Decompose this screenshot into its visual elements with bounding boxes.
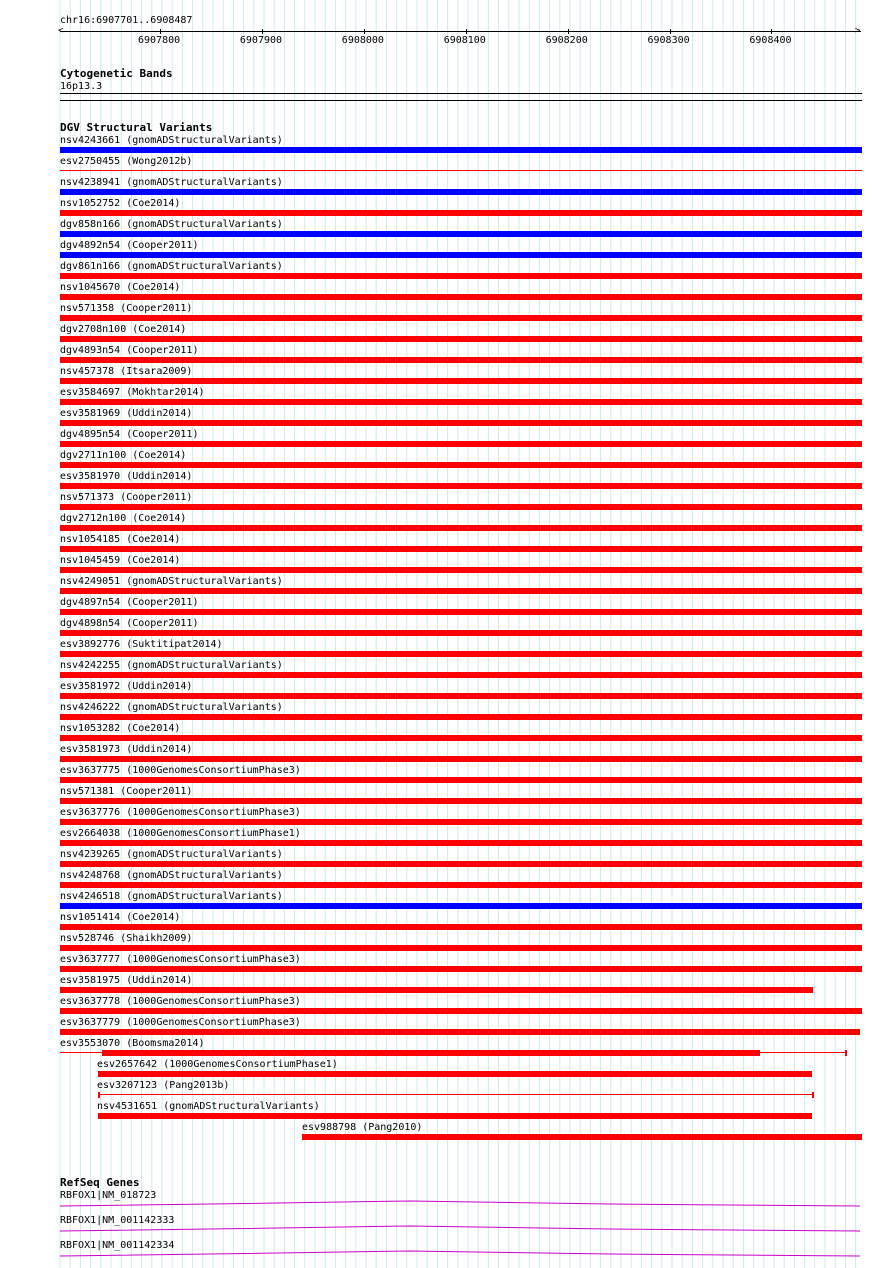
dgv-variant-label[interactable]: nsv571373 (Cooper2011) [60,492,193,503]
dgv-variant-label[interactable]: esv3637777 (1000GenomesConsortiumPhase3) [60,954,301,965]
ruler-tick [771,29,772,34]
ruler-left-arrow[interactable]: < [58,26,64,36]
dgv-variant-bar[interactable] [98,1094,812,1095]
dgv-variant-bar[interactable] [60,966,862,972]
dgv-variant-label[interactable]: nsv528746 (Shaikh2009) [60,933,193,944]
dgv-variant-bar[interactable] [60,1008,862,1014]
dgv-variant-bar[interactable] [60,231,862,237]
dgv-variant-label[interactable]: dgv858n166 (gnomADStructuralVariants) [60,219,283,230]
dgv-variant-label[interactable]: esv3207123 (Pang2013b) [97,1080,230,1091]
dgv-variant-label[interactable]: nsv4246222 (gnomADStructuralVariants) [60,702,283,713]
dgv-variant-bar[interactable] [60,336,862,342]
dgv-variant-bar[interactable] [60,504,862,510]
dgv-variant-bar[interactable] [60,252,862,258]
dgv-variant-label[interactable]: dgv2708n100 (Coe2014) [60,324,187,335]
dgv-variant-label[interactable]: nsv1045670 (Coe2014) [60,282,181,293]
dgv-variant-label[interactable]: dgv861n166 (gnomADStructuralVariants) [60,261,283,272]
dgv-variant-label[interactable]: nsv1051414 (Coe2014) [60,912,181,923]
dgv-variant-label[interactable]: esv3581975 (Uddin2014) [60,975,193,986]
dgv-variant-bar[interactable] [60,210,862,216]
ruler-tick [568,29,569,34]
ruler-tick [466,29,467,34]
location-label: chr16:6907701..6908487 [60,15,193,26]
dgv-variant-bar[interactable] [60,357,862,363]
dgv-variant-label[interactable]: dgv4895n54 (Cooper2011) [60,429,199,440]
dgv-variant-label[interactable]: nsv4242255 (gnomADStructuralVariants) [60,660,283,671]
dgv-variant-label[interactable]: dgv4898n54 (Cooper2011) [60,618,199,629]
dgv-track-title[interactable]: DGV Structural Variants [60,121,213,134]
dgv-variant-label[interactable]: nsv571358 (Cooper2011) [60,303,193,314]
dgv-variant-label[interactable]: esv2664038 (1000GenomesConsortiumPhase1) [60,828,301,839]
dgv-variant-bar[interactable] [60,924,862,930]
dgv-variant-bar[interactable] [60,273,862,279]
dgv-variant-bar[interactable] [60,189,862,195]
dgv-variant-bar[interactable] [60,1029,860,1035]
ruler-tick-label: 6908000 [341,35,384,46]
dgv-variant-bar[interactable] [60,672,862,678]
dgv-variant-label[interactable]: esv3637776 (1000GenomesConsortiumPhase3) [60,807,301,818]
dgv-variant-label[interactable]: esv3892776 (Suktitipat2014) [60,639,223,650]
dgv-variant-label[interactable]: esv988798 (Pang2010) [302,1122,423,1133]
dgv-variant-label[interactable]: esv3637778 (1000GenomesConsortiumPhase3) [60,996,301,1007]
dgv-variant-label[interactable]: nsv4238941 (gnomADStructuralVariants) [60,177,283,188]
dgv-variant-bar[interactable] [60,441,862,447]
dgv-variant-label[interactable]: esv2750455 (Wong2012b) [60,156,193,167]
ruler-tick [364,29,365,34]
refseq-gene-label[interactable]: RBFOX1|NM_001142333 [60,1215,175,1226]
dgv-variant-label[interactable]: nsv457378 (Itsara2009) [60,366,193,377]
dgv-variant-bar[interactable] [60,483,862,489]
dgv-variant-bar[interactable] [60,945,862,951]
refseq-track-title[interactable]: RefSeq Genes [60,1176,140,1189]
dgv-variant-bar[interactable] [60,294,862,300]
dgv-variant-bar[interactable] [60,756,862,762]
ruler-tick [262,29,263,34]
dgv-variant-bar[interactable] [60,777,862,783]
dgv-variant-label[interactable]: nsv4243661 (gnomADStructuralVariants) [60,135,283,146]
refseq-gene-intron-line[interactable] [0,1196,890,1208]
dgv-variant-bar[interactable] [60,546,862,552]
dgv-variant-label[interactable]: nsv1054185 (Coe2014) [60,534,181,545]
dgv-variant-bar[interactable] [60,420,862,426]
cytoband-track-title[interactable]: Cytogenetic Bands [60,67,173,80]
refseq-gene-label[interactable]: RBFOX1|NM_018723 [60,1190,157,1201]
dgv-variant-bar[interactable] [60,147,862,153]
dgv-variant-label[interactable]: nsv4248768 (gnomADStructuralVariants) [60,870,283,881]
dgv-variant-bar[interactable] [60,462,862,468]
dgv-variant-label[interactable]: nsv4531651 (gnomADStructuralVariants) [97,1101,320,1112]
dgv-variant-label[interactable]: esv3581970 (Uddin2014) [60,471,193,482]
ruler-axis [60,31,861,32]
dgv-variant-bar[interactable] [60,819,862,825]
dgv-variant-label[interactable]: nsv1045459 (Coe2014) [60,555,181,566]
ruler-right-arrow[interactable]: > [855,26,861,36]
dgv-variant-label[interactable]: esv3584697 (Mokhtar2014) [60,387,205,398]
ruler-tick-label: 6908300 [647,35,690,46]
dgv-variant-bar-cap [845,1050,847,1056]
dgv-variant-label[interactable]: esv3581973 (Uddin2014) [60,744,193,755]
cytoband-bar-bottom [60,100,862,101]
dgv-variant-bar[interactable] [60,903,862,909]
dgv-variant-bar-cap [98,1092,100,1098]
dgv-variant-bar[interactable] [60,714,862,720]
dgv-variant-label[interactable]: dgv4892n54 (Cooper2011) [60,240,199,251]
dgv-variant-bar[interactable] [60,609,862,615]
dgv-variant-bar[interactable] [60,525,862,531]
ruler-tick-label: 6907900 [239,35,283,46]
dgv-variant-bar[interactable] [98,1113,812,1119]
dgv-variant-bar[interactable] [60,567,862,573]
cytoband-bar-top [60,93,862,94]
dgv-variant-bar[interactable] [60,315,862,321]
dgv-variant-bar[interactable] [60,378,862,384]
ruler-tick [160,29,161,34]
dgv-variant-label[interactable]: dgv4897n54 (Cooper2011) [60,597,199,608]
dgv-variant-bar-cap [812,1092,814,1098]
dgv-variant-label[interactable]: nsv1053282 (Coe2014) [60,723,181,734]
dgv-variant-bar[interactable] [60,840,862,846]
dgv-variant-label[interactable]: esv3637779 (1000GenomesConsortiumPhase3) [60,1017,301,1028]
dgv-variant-bar[interactable] [60,588,862,594]
dgv-variant-bar[interactable] [60,399,862,405]
dgv-variant-bar[interactable] [60,882,862,888]
dgv-variant-bar[interactable] [102,1050,760,1056]
ruler-tick [670,29,671,34]
dgv-variant-label[interactable]: esv3581972 (Uddin2014) [60,681,193,692]
ruler-tick-label: 6908200 [545,35,588,46]
dgv-variant-label[interactable]: dgv2711n100 (Coe2014) [60,450,187,461]
dgv-variant-bar[interactable] [60,798,862,804]
dgv-variant-bar[interactable] [60,987,813,993]
refseq-gene-intron-line[interactable] [0,1221,890,1233]
dgv-variant-bar[interactable] [60,651,862,657]
refseq-gene-label[interactable]: RBFOX1|NM_001142334 [60,1240,175,1251]
ruler-tick-label: 6908400 [749,35,792,46]
cytoband-label[interactable]: 16p13.3 [60,81,103,92]
dgv-variant-label[interactable]: nsv571381 (Cooper2011) [60,786,193,797]
dgv-variant-bar[interactable] [60,693,862,699]
dgv-variant-bar[interactable] [60,630,862,636]
dgv-variant-label[interactable]: esv3637775 (1000GenomesConsortiumPhase3) [60,765,301,776]
dgv-variant-label[interactable]: dgv2712n100 (Coe2014) [60,513,187,524]
dgv-variant-bar[interactable] [60,861,862,867]
refseq-gene-intron-line[interactable] [0,1246,890,1258]
dgv-variant-label[interactable]: nsv4239265 (gnomADStructuralVariants) [60,849,283,860]
dgv-variant-bar[interactable] [302,1134,862,1140]
dgv-variant-label[interactable]: nsv1052752 (Coe2014) [60,198,181,209]
ruler-tick-label: 6908100 [443,35,486,46]
dgv-variant-bar[interactable] [60,170,862,171]
dgv-variant-label[interactable]: esv3553070 (Boomsma2014) [60,1038,205,1049]
dgv-variant-label[interactable]: esv2657642 (1000GenomesConsortiumPhase1) [97,1059,338,1070]
dgv-variant-label[interactable]: nsv4249051 (gnomADStructuralVariants) [60,576,283,587]
dgv-variant-bar[interactable] [98,1071,812,1077]
dgv-variant-label[interactable]: dgv4893n54 (Cooper2011) [60,345,199,356]
dgv-variant-label[interactable]: nsv4246518 (gnomADStructuralVariants) [60,891,283,902]
ruler-tick-label: 6907800 [138,35,181,46]
dgv-variant-bar[interactable] [60,735,862,741]
dgv-variant-label[interactable]: esv3581969 (Uddin2014) [60,408,193,419]
